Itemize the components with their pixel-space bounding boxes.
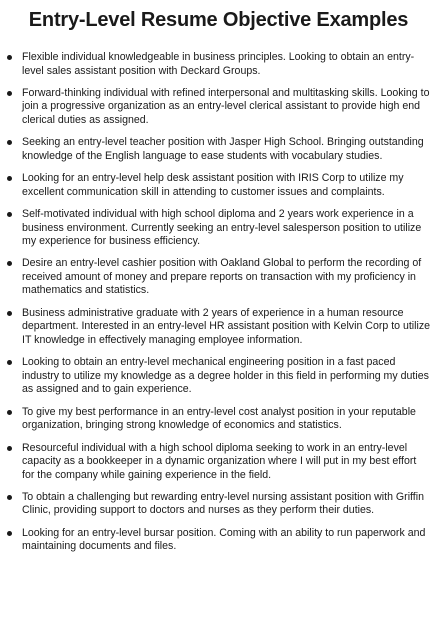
bullet-icon [7,410,12,415]
list-item [0,51,437,78]
bullet-icon [7,176,12,181]
bullet-icon [7,91,12,96]
list-item-text: Resourceful individual with a high school diploma seeking to work in an entry-level capacity as a bookkeeper in a dynamic organization where I will put in my best effort for the company while gaining experience in the field. [22,441,417,481]
list-item-text: Flexible individual knowledgeable in business principles. Looking to obtain an entry-level sales assistant position with Deckard Groups. [22,51,415,77]
list-item-text: Looking for an entry-level bursar position. Coming with an ability to run paperwork and maintaining documents and files. [22,526,426,553]
list-item [0,406,437,433]
list-item-text: Looking for an entry-level help desk assistant position with IRIS Corp to utilize my excellent communication skill in attending to customer issues and complaints. [22,172,404,198]
bullet-icon [7,446,12,451]
list-item [0,491,437,518]
list-item-text: Forward-thinking individual with refined interpersonal and multitasking skills. Looking to join a progressive organization as an entry-level clerical assistant to provide high end clerical duties as assigned. [22,86,430,126]
list-item [0,172,437,199]
list-item-text: Business administrative graduate with 2 years of experience in a human resource department. Interested in an entry-level HR assistant position with Kelvin Corp to utilize IT knowledge in effectively managing employee information. [22,306,431,346]
list-item-text: To obtain a challenging but rewarding entry-level nursing assistant position with Griffin Clinic, providing support to doctors and nurses as they perform their duties. [22,490,424,517]
bullet-icon [7,531,12,536]
list-item-text: Looking to obtain an entry-level mechanical engineering position in a fast paced industry to utilize my knowledge as a degree holder in this field in performing my duties as assigned and to gain experience. [22,356,429,396]
objective-list [0,51,437,563]
bullet-icon [7,140,12,145]
list-item [0,442,437,483]
list-item-text: Desire an entry-level cashier position with Oakland Global to perform the recording of received amount of money and prepare reports on transaction with my proficiency in mathematics and statistics. [22,257,422,297]
bullet-icon [7,55,12,60]
page-title: Entry-Level Resume Objective Examples [28,9,409,31]
list-item [0,136,437,163]
list-item [0,307,437,348]
bullet-icon [7,212,12,217]
bullet-icon [7,261,12,266]
list-item-text: Seeking an entry-level teacher position with Jasper High School. Bringing outstanding knowledge of the English language to ease students with vocabulary studies. [22,136,424,162]
bullet-icon [7,495,12,500]
bullet-icon [7,360,12,365]
list-item [0,356,437,397]
list-item [0,87,437,128]
bullet-icon [7,311,12,316]
list-item [0,527,437,554]
list-item [0,208,437,249]
list-item-text: To give my best performance in an entry-level cost analyst position in your reputable organization, bringing strong knowledge of economics and statistics. [22,405,416,432]
list-item [0,257,437,298]
list-item-text: Self-motivated individual with high school diploma and 2 years work experience in a business environment. Currently seeking an entry-level salesperson position to utilize my experience for business efficiency. [22,208,422,248]
